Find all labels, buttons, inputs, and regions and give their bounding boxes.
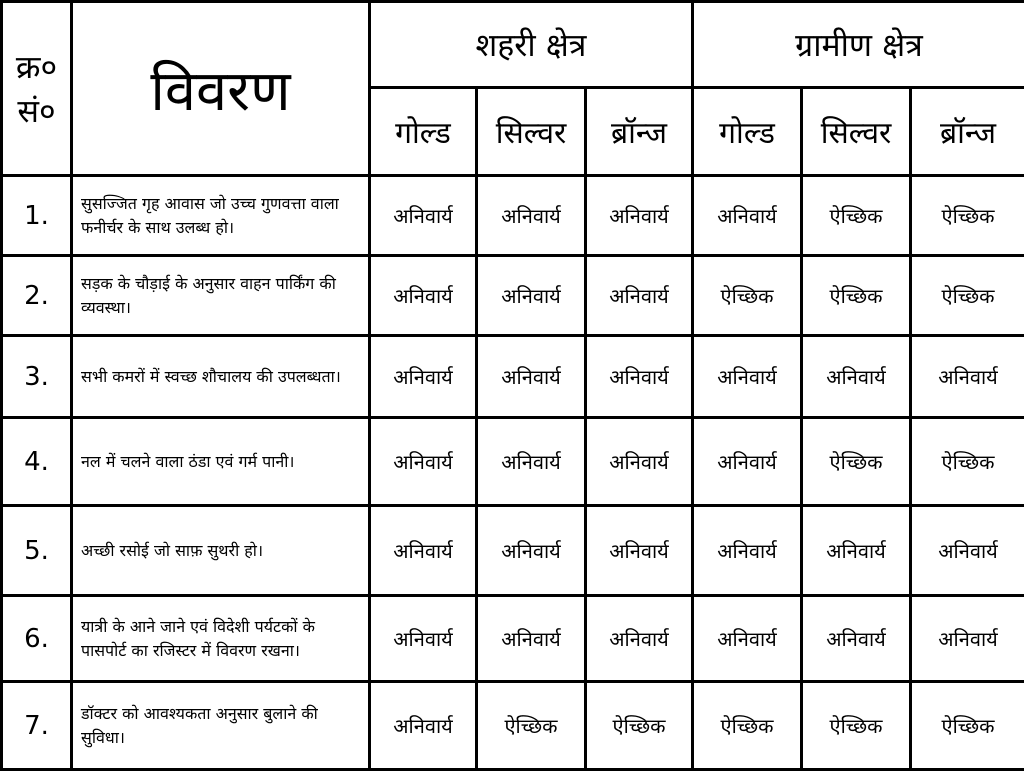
header-row-area <box>2 2 1024 88</box>
urban-silver-value: अनिवार्य <box>477 176 586 256</box>
rural-silver-value: ऐच्छिक <box>802 176 911 256</box>
urban-bronze-value: अनिवार्य <box>586 596 693 682</box>
rural-silver-value: अनिवार्य <box>802 596 911 682</box>
urban-gold-value: अनिवार्य <box>370 506 477 596</box>
urban-gold-value: अनिवार्य <box>370 596 477 682</box>
rural-gold-value: ऐच्छिक <box>693 682 802 770</box>
urban-silver-header: सिल्वर <box>477 88 586 176</box>
rural-gold-value: अनिवार्य <box>693 336 802 418</box>
rural-bronze-value: ऐच्छिक <box>911 682 1024 770</box>
row-description: सड़क के चौड़ाई के अनुसार वाहन पार्किंग की व्यवस्था। <box>72 256 370 336</box>
urban-silver-value: अनिवार्य <box>477 596 586 682</box>
rural-gold-value: अनिवार्य <box>693 596 802 682</box>
rural-bronze-value: अनिवार्य <box>911 336 1024 418</box>
row-description: सुसज्जित गृह आवास जो उच्च गुणवत्ता वाला फनीर्चर के साथ उलब्ध हो। <box>72 176 370 256</box>
row-description: डॉक्टर को आवश्यकता अनुसार बुलाने की सुविधा। <box>72 682 370 770</box>
row-number: 7. <box>2 682 72 770</box>
rural-gold-header: गोल्ड <box>693 88 802 176</box>
rural-silver-value: ऐच्छिक <box>802 256 911 336</box>
row-number: 2. <box>2 256 72 336</box>
rural-silver-header: सिल्वर <box>802 88 911 176</box>
urban-gold-value: अनिवार्य <box>370 682 477 770</box>
table-row <box>2 176 1024 256</box>
rural-bronze-value: अनिवार्य <box>911 506 1024 596</box>
row-description: सभी कमरों में स्वच्छ शौचालय की उपलब्धता। <box>72 336 370 418</box>
urban-silver-value: अनिवार्य <box>477 256 586 336</box>
urban-bronze-value: अनिवार्य <box>586 336 693 418</box>
urban-gold-header: गोल्ड <box>370 88 477 176</box>
urban-gold-value: अनिवार्य <box>370 176 477 256</box>
row-number: 4. <box>2 418 72 506</box>
rural-silver-value: ऐच्छिक <box>802 418 911 506</box>
table-row <box>2 682 1024 770</box>
row-number: 5. <box>2 506 72 596</box>
row-number: 3. <box>2 336 72 418</box>
description-header: विवरण <box>72 2 370 176</box>
serial-number-header: क्र० सं० <box>2 2 72 176</box>
urban-silver-value: अनिवार्य <box>477 506 586 596</box>
rural-gold-value: अनिवार्य <box>693 176 802 256</box>
table-row <box>2 256 1024 336</box>
table-row <box>2 418 1024 506</box>
rural-silver-value: अनिवार्य <box>802 506 911 596</box>
table-row <box>2 506 1024 596</box>
urban-bronze-value: अनिवार्य <box>586 506 693 596</box>
urban-gold-value: अनिवार्य <box>370 336 477 418</box>
row-description: नल में चलने वाला ठंडा एवं गर्म पानी। <box>72 418 370 506</box>
urban-bronze-value: ऐच्छिक <box>586 682 693 770</box>
rural-gold-value: ऐच्छिक <box>693 256 802 336</box>
rural-gold-value: अनिवार्य <box>693 506 802 596</box>
table-row <box>2 336 1024 418</box>
urban-gold-value: अनिवार्य <box>370 256 477 336</box>
row-description: अच्छी रसोई जो साफ़ सुथरी हो। <box>72 506 370 596</box>
rural-bronze-value: ऐच्छिक <box>911 256 1024 336</box>
row-description: यात्री के आने जाने एवं विदेशी पर्यटकों के पासपोर्ट का रजिस्टर में विवरण रखना। <box>72 596 370 682</box>
rural-gold-value: अनिवार्य <box>693 418 802 506</box>
urban-bronze-value: अनिवार्य <box>586 418 693 506</box>
row-number: 1. <box>2 176 72 256</box>
urban-bronze-value: अनिवार्य <box>586 176 693 256</box>
urban-silver-value: अनिवार्य <box>477 418 586 506</box>
urban-silver-value: ऐच्छिक <box>477 682 586 770</box>
urban-bronze-header: ब्रॉन्ज <box>586 88 693 176</box>
urban-bronze-value: अनिवार्य <box>586 256 693 336</box>
urban-gold-value: अनिवार्य <box>370 418 477 506</box>
rural-silver-value: अनिवार्य <box>802 336 911 418</box>
row-number: 6. <box>2 596 72 682</box>
rural-bronze-value: ऐच्छिक <box>911 176 1024 256</box>
rural-area-header: ग्रामीण क्षेत्र <box>693 2 1024 88</box>
urban-silver-value: अनिवार्य <box>477 336 586 418</box>
table-row <box>2 596 1024 682</box>
rural-bronze-value: ऐच्छिक <box>911 418 1024 506</box>
rural-bronze-value: अनिवार्य <box>911 596 1024 682</box>
rural-bronze-header: ब्रॉन्ज <box>911 88 1024 176</box>
urban-area-header: शहरी क्षेत्र <box>370 2 693 88</box>
rural-silver-value: ऐच्छिक <box>802 682 911 770</box>
